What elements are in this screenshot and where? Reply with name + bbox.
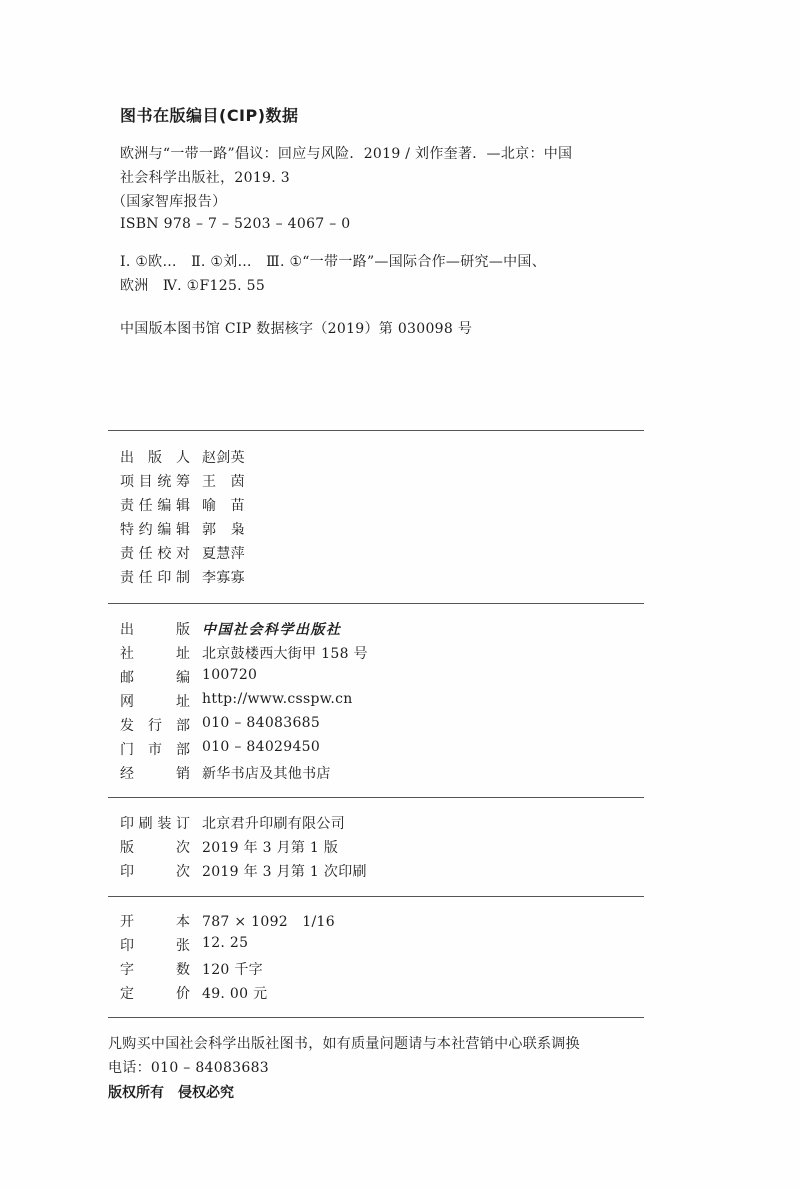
cip-series: （国家智库报告） xyxy=(112,194,227,210)
specs-row xyxy=(120,935,248,955)
divider xyxy=(108,896,644,897)
specs-label: 定 价 xyxy=(120,986,190,1002)
printing-label: 印 刷 装 订 xyxy=(120,816,190,832)
specs-value: 49. 00 元 xyxy=(202,986,268,1002)
divider xyxy=(108,797,644,798)
rights-reserved: 版权所有 xyxy=(108,1085,164,1101)
staff-value: 喻 苗 xyxy=(202,498,245,514)
publisher-row xyxy=(120,619,342,639)
cip-entry-line2: 社会科学出版社，2019. 3 xyxy=(120,170,290,186)
publisher-logo-text: 中国社会科学出版社 xyxy=(202,622,342,638)
staff-value: 赵剑英 xyxy=(202,450,245,466)
publisher-row xyxy=(120,763,331,783)
publisher-label: 门 市 部 xyxy=(120,742,190,758)
staff-label: 项 目 统 筹 xyxy=(120,474,190,490)
staff-row xyxy=(120,447,245,467)
cip-isbn: ISBN 978 – 7 – 5203 – 4067 – 0 xyxy=(120,216,351,232)
printing-row xyxy=(120,837,338,857)
infringement-warning: 侵权必究 xyxy=(178,1085,234,1101)
printing-label: 印 次 xyxy=(120,864,190,880)
cip-verification: 中国版本图书馆 CIP 数据核字（2019）第 030098 号 xyxy=(120,321,473,337)
staff-label: 责 任 印 制 xyxy=(120,570,190,586)
printing-value: 2019 年 3 月第 1 次印刷 xyxy=(202,864,367,880)
publisher-value: 新华书店及其他书店 xyxy=(202,766,331,782)
publisher-website[interactable]: http://www.csspw.cn xyxy=(202,691,353,707)
staff-value: 李寡寡 xyxy=(202,570,245,586)
specs-row xyxy=(120,959,263,979)
staff-row xyxy=(120,495,245,515)
specs-value: 12. 25 xyxy=(202,935,249,951)
publisher-label: 邮 编 xyxy=(120,670,190,686)
specs-row xyxy=(120,911,335,931)
cip-subjects-line2: 欧洲 Ⅳ. ①F125. 55 xyxy=(120,278,266,294)
printing-row xyxy=(120,861,367,881)
exchange-notice: 凡购买中国社会科学出版社图书，如有质量问题请与本社营销中心联系调换 xyxy=(108,1036,580,1052)
staff-label: 出 版 人 xyxy=(120,450,190,466)
specs-value: 120 千字 xyxy=(202,962,263,978)
service-phone: 电话：010 – 84083683 xyxy=(108,1060,269,1076)
publisher-label: 发 行 部 xyxy=(120,718,190,734)
publisher-row xyxy=(120,739,320,759)
publisher-value: 100720 xyxy=(202,667,258,683)
staff-value: 郭 枭 xyxy=(202,522,245,538)
publisher-row xyxy=(120,715,320,735)
publisher-label: 网 址 xyxy=(120,694,190,710)
staff-label: 责 任 编 辑 xyxy=(120,498,190,514)
cip-subjects-line1: Ⅰ. ①欧… Ⅱ. ①刘… Ⅲ. ①“一带一路”—国际合作—研究—中国、 xyxy=(120,254,547,270)
publisher-row xyxy=(120,667,257,687)
specs-row xyxy=(120,983,267,1003)
specs-label: 印 张 xyxy=(120,938,190,954)
staff-row xyxy=(120,543,245,563)
specs-label: 字 数 xyxy=(120,962,190,978)
specs-value: 787 × 1092 1/16 xyxy=(202,914,335,930)
printing-row xyxy=(120,813,345,833)
cip-title: 图书在版编目(CIP)数据 xyxy=(120,106,299,125)
staff-value: 王 茵 xyxy=(202,474,245,490)
divider xyxy=(108,430,644,431)
publisher-value: 010 – 84029450 xyxy=(202,739,321,755)
staff-row xyxy=(120,519,245,539)
publisher-label: 社 址 xyxy=(120,646,190,662)
printing-label: 版 次 xyxy=(120,840,190,856)
staff-value: 夏慧萍 xyxy=(202,546,245,562)
divider xyxy=(108,603,644,604)
divider xyxy=(108,1017,644,1018)
staff-label: 责 任 校 对 xyxy=(120,546,190,562)
publisher-value: 北京鼓楼西大街甲 158 号 xyxy=(202,646,368,662)
publisher-value: 010 – 84083685 xyxy=(202,715,321,731)
publisher-row xyxy=(120,643,368,663)
specs-label: 开 本 xyxy=(120,914,190,930)
printing-value: 北京君升印刷有限公司 xyxy=(202,816,345,832)
staff-row xyxy=(120,567,245,587)
cip-entry-line1: 欧洲与“一带一路”倡议：回应与风险．2019 / 刘作奎著．—北京：中国 xyxy=(120,146,573,162)
printing-value: 2019 年 3 月第 1 版 xyxy=(202,840,339,856)
staff-row xyxy=(120,471,245,491)
staff-label: 特 约 编 辑 xyxy=(120,522,190,538)
copyright-notice xyxy=(108,1082,234,1102)
publisher-label: 经 销 xyxy=(120,766,190,782)
publisher-label: 出 版 xyxy=(120,622,190,638)
publisher-row xyxy=(120,691,353,711)
